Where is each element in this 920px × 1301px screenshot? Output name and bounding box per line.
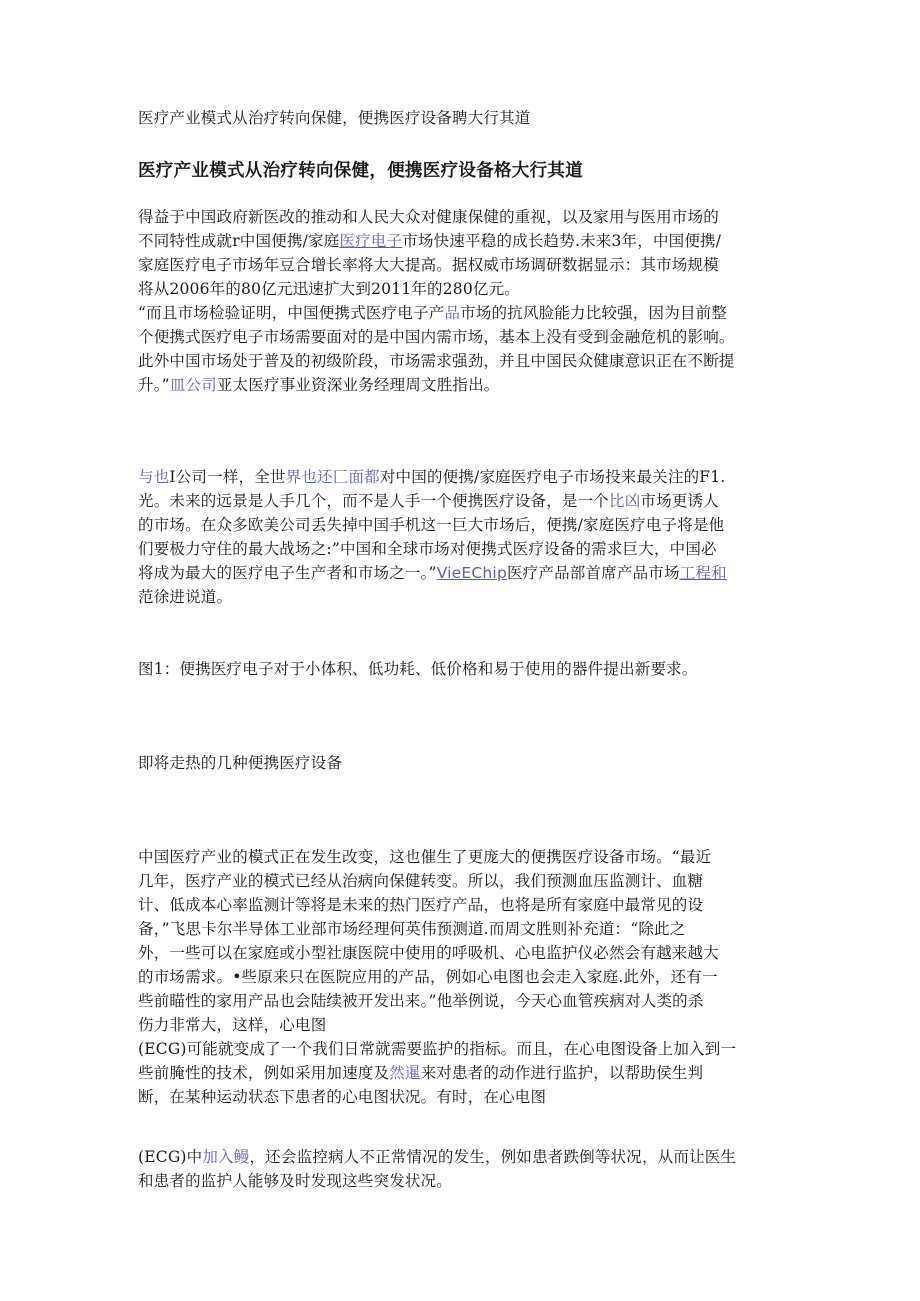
section-subheading: 即将走热的几种便携医疗设备 [138,754,343,772]
text-line: 得益于中国政府新医改的推动和人民大众对健康保健的重视，以及家用与医用市场的 [138,208,719,226]
text-span: 市场更诱人 [640,492,719,510]
text-span: 不同特性成就r中国便携/家庭 [138,232,340,250]
link-product[interactable]: 品 [444,304,461,322]
text-span: 升。” [138,376,170,394]
text-line [138,489,719,513]
text-line [138,301,727,325]
text-span: 市场快速平稳的成长趋势.未来3年，中国便携/ [402,232,722,250]
text-line: 范徐进说道。 [138,588,233,606]
link-viechip[interactable]: VieEChip [436,564,507,582]
text-line [138,373,500,397]
link-engineer[interactable]: 工程和 [679,564,727,582]
text-span: 市场的抗风脸能力比较强，因为目前整 [460,304,728,322]
link-inline[interactable]: 比凶 [609,492,641,510]
text-span: (ECG)中 [138,1148,203,1166]
text-line: 家庭医疗电子市场年豆合增长率将大大提高。据权威市场调研数据显示：其市场规模 [138,256,719,274]
figure-caption: 图1：便携医疗电子对于小体积、低功耗、低价格和易于使用的器件提出新要求。 [138,660,698,678]
text-line [138,561,727,585]
link-company[interactable]: 皿公司 [169,376,217,394]
text-line: 的市场。在众多欧美公司丢失掉中国手机这一巨大市场后，便携/家庭医疗电子将是他 [138,516,725,534]
text-line [138,229,721,253]
text-span: 来对患者的动作进行监护，以帮助侯生判 [420,1064,704,1082]
text-line: 些前瞄性的家用产品也会陆续被开发出来。”他举例说，今天心血管疾病对人类的杀 [138,992,704,1010]
link-inline[interactable]: 然暹 [389,1064,421,1082]
link-medical-electronics[interactable]: 医疗电子 [339,232,403,250]
text-line: 将从2006年的80亿元迅速扩大到2011年的280亿元。 [138,280,521,298]
text-line: (ECG)可能就变成了一个我们日常就需要监护的指标。而且，在心电图设备上加入到一 [138,1040,737,1058]
text-span: 医疗产品部首席产品市场 [506,564,680,582]
text-line [138,1061,703,1085]
text-span: 光。未来的远景是人手几个，而不是人手一个便携医疗设备，是一个 [138,492,610,510]
text-line [138,1145,736,1169]
document-title: 医疗产业模式从治疗转向保健，便携医疗设备聘大行其道 [138,109,531,127]
text-span: ，还会监控病人不正常情况的发生，例如患者跌倒等状况，从而让医生 [249,1148,737,1166]
article-heading: 医疗产业模式从治疗转向保健，便携医疗设备格大行其道 [138,161,583,181]
text-line: 计、低成本心率监测计等将是未来的热门医疗产品，也将是所有家庭中最常见的设 [138,896,704,914]
text-span: 将成为最大的医疗电子生产者和市场之一。” [138,564,437,582]
text-line: 中国医疗产业的模式正在发生改变，这也催生了更庞大的便携医疗设备市场。“最近 [138,848,712,866]
text-span: I公司一样，全世 [169,468,286,486]
text-line: 的市场需求。•些原来只在医院应用的产品，例如心电图也会走入家庭.此外，还有一 [138,968,718,986]
link-inline[interactable]: 界也还匚面都 [285,468,380,486]
text-line: 和患者的监护人能够及时发现这些突发状况。 [138,1172,453,1190]
text-line: 个便携式医疗电子市场需要面对的是中国内需市场，基本上没有受到金融危机的影响。 [138,328,735,346]
link-inline[interactable]: 加入鳗 [202,1148,250,1166]
text-line: 外，一些可以在家庭或小型社康医院中使用的呼吸机、心电监护仪必然会有越来越大 [138,944,719,962]
text-span: 亚太医疗事业资深业务经理周文胜指出。 [216,376,500,394]
text-line: 断，在某种运动状态下患者的心电图状况。有时，在心电图 [138,1088,547,1106]
text-line [138,465,725,489]
text-line: 备，”飞思卡尔半导体工业部市场经理何英伟预测道.而周文胜则补充道：“除此之 [138,920,686,938]
text-line: 此外中国市场处于普及的初级阶段，市场需求强劲，并且中国民众健康意识正在不断提 [138,352,735,370]
link-inline[interactable]: 与也 [138,468,170,486]
text-line: 几年，医疗产业的模式已经从治病向保健转变。所以，我们预测血压监测计、血糖 [138,872,704,890]
text-line: 伤力非常大，这样，心电图 [138,1016,327,1034]
text-span: 些前腌性的技术，例如采用加速度及 [138,1064,390,1082]
text-line: 们要极力守住的最大战场之:”中国和全球市场对便携式医疗设备的需求巨大，中国必 [138,540,717,558]
text-span: 对中国的便携/家庭医疗电子市场投来最关注的F1. [379,468,726,486]
text-span: “而且市场检验证明，中国便携式医疗电子产 [138,304,445,322]
